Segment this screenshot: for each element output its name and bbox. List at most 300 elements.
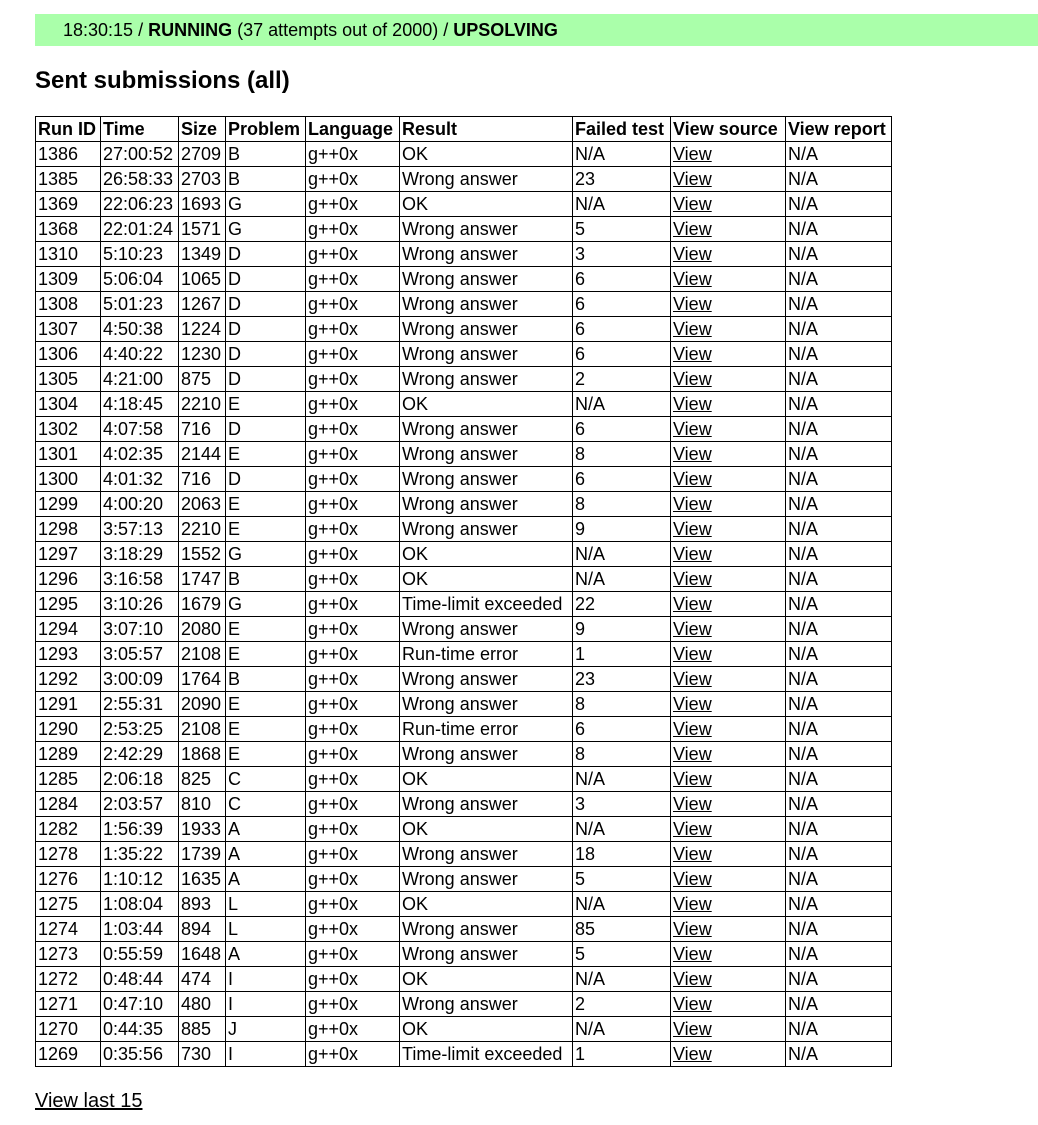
view-source-link[interactable]: View [673,1019,712,1039]
cell-failed-test: N/A [573,542,671,567]
view-source-link[interactable]: View [673,244,712,264]
table-row [36,892,892,917]
cell-language: g++0x [306,367,400,392]
cell-view-source [671,667,786,692]
cell-language: g++0x [306,342,400,367]
cell-problem: G [226,542,306,567]
view-source-link[interactable]: View [673,319,712,339]
cell-run-id: 1386 [36,142,101,167]
cell-time: 2:42:29 [101,742,179,767]
table-row [36,767,892,792]
cell-view-report: N/A [786,817,892,842]
cell-failed-test: 6 [573,417,671,442]
cell-problem: B [226,142,306,167]
view-source-link[interactable]: View [673,769,712,789]
cell-failed-test: 8 [573,442,671,467]
cell-result: Wrong answer [400,517,573,542]
cell-view-report: N/A [786,667,892,692]
cell-result: Wrong answer [400,317,573,342]
cell-view-source [671,717,786,742]
cell-run-id: 1301 [36,442,101,467]
cell-time: 26:58:33 [101,167,179,192]
cell-failed-test: 18 [573,842,671,867]
cell-language: g++0x [306,992,400,1017]
table-row [36,417,892,442]
cell-language: g++0x [306,917,400,942]
view-source-link[interactable]: View [673,394,712,414]
col-time: Time [101,117,179,142]
cell-problem: L [226,917,306,942]
cell-view-report: N/A [786,317,892,342]
cell-view-source [671,342,786,367]
view-source-link[interactable]: View [673,1044,712,1064]
cell-result: Wrong answer [400,467,573,492]
cell-view-report: N/A [786,542,892,567]
col-view-report: View report [786,117,892,142]
cell-view-report: N/A [786,842,892,867]
cell-size: 1065 [179,267,226,292]
table-row [36,267,892,292]
cell-time: 5:10:23 [101,242,179,267]
table-row [36,817,892,842]
cell-result: Wrong answer [400,692,573,717]
cell-problem: D [226,417,306,442]
cell-result: OK [400,142,573,167]
cell-view-report: N/A [786,217,892,242]
cell-language: g++0x [306,267,400,292]
cell-view-report: N/A [786,492,892,517]
cell-view-report: N/A [786,592,892,617]
cell-failed-test: 5 [573,217,671,242]
cell-run-id: 1274 [36,917,101,942]
view-source-link[interactable]: View [673,369,712,389]
cell-problem: G [226,192,306,217]
table-row [36,967,892,992]
cell-size: 1224 [179,317,226,342]
view-source-link[interactable]: View [673,944,712,964]
table-row [36,717,892,742]
cell-view-source [671,442,786,467]
cell-result: Wrong answer [400,217,573,242]
cell-language: g++0x [306,517,400,542]
cell-failed-test: 23 [573,167,671,192]
cell-result: OK [400,192,573,217]
cell-size: 474 [179,967,226,992]
cell-size: 875 [179,367,226,392]
cell-language: g++0x [306,392,400,417]
cell-language: g++0x [306,942,400,967]
contest-mode: UPSOLVING [453,20,558,40]
cell-language: g++0x [306,567,400,592]
cell-problem: J [226,1017,306,1042]
cell-time: 3:00:09 [101,667,179,692]
cell-problem: G [226,217,306,242]
cell-view-report: N/A [786,792,892,817]
table-header-row [36,117,892,142]
cell-result: Wrong answer [400,417,573,442]
cell-failed-test: N/A [573,767,671,792]
cell-failed-test: 23 [573,667,671,692]
table-row [36,142,892,167]
cell-view-report: N/A [786,167,892,192]
cell-run-id: 1309 [36,267,101,292]
view-source-link[interactable]: View [673,444,712,464]
cell-run-id: 1269 [36,1042,101,1067]
view-source-link[interactable]: View [673,919,712,939]
view-source-link[interactable]: View [673,494,712,514]
cell-run-id: 1284 [36,792,101,817]
cell-time: 1:03:44 [101,917,179,942]
cell-language: g++0x [306,317,400,342]
cell-run-id: 1273 [36,942,101,967]
cell-view-source [671,367,786,392]
view-source-link[interactable]: View [673,894,712,914]
cell-language: g++0x [306,742,400,767]
cell-failed-test: 1 [573,642,671,667]
cell-view-source [671,517,786,542]
cell-run-id: 1291 [36,692,101,717]
cell-time: 0:55:59 [101,942,179,967]
cell-result: OK [400,817,573,842]
cell-problem: E [226,742,306,767]
col-language: Language [306,117,400,142]
cell-language: g++0x [306,1017,400,1042]
cell-language: g++0x [306,642,400,667]
cell-failed-test: 5 [573,942,671,967]
view-source-link[interactable]: View [673,819,712,839]
view-source-link[interactable]: View [673,619,712,639]
col-result: Result [400,117,573,142]
view-source-link[interactable]: View [673,419,712,439]
cell-failed-test: 9 [573,517,671,542]
cell-result: OK [400,542,573,567]
col-size: Size [179,117,226,142]
cell-view-report: N/A [786,1017,892,1042]
cell-failed-test: 9 [573,617,671,642]
cell-result: Wrong answer [400,917,573,942]
attempts-count: (37 attempts out of 2000) [232,20,439,40]
cell-problem: G [226,592,306,617]
cell-result: Wrong answer [400,242,573,267]
cell-problem: D [226,367,306,392]
table-row [36,617,892,642]
view-source-link[interactable]: View [673,744,712,764]
cell-view-source [671,467,786,492]
cell-size: 885 [179,1017,226,1042]
cell-view-report: N/A [786,417,892,442]
cell-problem: D [226,467,306,492]
cell-view-source [671,917,786,942]
cell-run-id: 1304 [36,392,101,417]
cell-time: 1:08:04 [101,892,179,917]
view-source-link[interactable]: View [673,194,712,214]
cell-result: Wrong answer [400,292,573,317]
cell-result: OK [400,767,573,792]
cell-language: g++0x [306,242,400,267]
table-row [36,642,892,667]
cell-failed-test: N/A [573,967,671,992]
table-row [36,467,892,492]
view-source-link[interactable]: View [673,694,712,714]
cell-view-report: N/A [786,367,892,392]
view-source-link[interactable]: View [673,994,712,1014]
table-row [36,792,892,817]
table-row [36,592,892,617]
view-source-link[interactable]: View [673,719,712,739]
cell-view-source [671,817,786,842]
cell-view-source [671,317,786,342]
cell-time: 3:10:26 [101,592,179,617]
cell-result: Wrong answer [400,617,573,642]
view-source-link[interactable]: View [673,144,712,164]
table-row [36,317,892,342]
cell-view-report: N/A [786,942,892,967]
cell-size: 2210 [179,392,226,417]
cell-problem: E [226,517,306,542]
cell-time: 5:06:04 [101,267,179,292]
cell-view-report: N/A [786,242,892,267]
cell-problem: I [226,992,306,1017]
cell-failed-test: 22 [573,592,671,617]
cell-run-id: 1306 [36,342,101,367]
cell-view-source [671,1042,786,1067]
cell-size: 810 [179,792,226,817]
cell-view-source [671,692,786,717]
cell-size: 2703 [179,167,226,192]
cell-run-id: 1295 [36,592,101,617]
cell-problem: A [226,817,306,842]
cell-size: 2144 [179,442,226,467]
view-source-link[interactable]: View [673,269,712,289]
cell-problem: D [226,267,306,292]
cell-result: Wrong answer [400,367,573,392]
cell-time: 3:18:29 [101,542,179,567]
cell-time: 22:06:23 [101,192,179,217]
cell-time: 0:48:44 [101,967,179,992]
cell-run-id: 1290 [36,717,101,742]
cell-language: g++0x [306,192,400,217]
cell-problem: A [226,942,306,967]
table-row [36,917,892,942]
cell-failed-test: 6 [573,317,671,342]
cell-result: Wrong answer [400,167,573,192]
cell-view-source [671,192,786,217]
cell-size: 894 [179,917,226,942]
cell-size: 1933 [179,817,226,842]
cell-view-report: N/A [786,867,892,892]
view-source-link[interactable]: View [673,469,712,489]
cell-view-source [671,292,786,317]
cell-run-id: 1272 [36,967,101,992]
cell-failed-test: 6 [573,717,671,742]
cell-problem: D [226,317,306,342]
cell-language: g++0x [306,217,400,242]
cell-problem: B [226,667,306,692]
cell-view-report: N/A [786,642,892,667]
cell-view-source [671,867,786,892]
cell-failed-test: 3 [573,792,671,817]
page-title: Sent submissions (all) [35,67,290,94]
cell-language: g++0x [306,617,400,642]
view-source-link[interactable]: View [673,544,712,564]
status-separator: / [438,20,454,40]
cell-run-id: 1300 [36,467,101,492]
server-time: 18:30:15 [63,20,134,40]
cell-view-source [671,892,786,917]
view-source-link[interactable]: View [673,519,712,539]
col-problem: Problem [226,117,306,142]
cell-failed-test: 3 [573,242,671,267]
cell-problem: C [226,792,306,817]
cell-run-id: 1275 [36,892,101,917]
cell-time: 22:01:24 [101,217,179,242]
table-row [36,392,892,417]
cell-run-id: 1298 [36,517,101,542]
cell-view-source [671,842,786,867]
cell-problem: A [226,842,306,867]
cell-run-id: 1276 [36,867,101,892]
cell-view-source [671,1017,786,1042]
view-source-link[interactable]: View [673,569,712,589]
cell-view-source [671,217,786,242]
cell-time: 0:47:10 [101,992,179,1017]
cell-size: 2090 [179,692,226,717]
cell-size: 2709 [179,142,226,167]
cell-time: 4:40:22 [101,342,179,367]
cell-failed-test: 6 [573,467,671,492]
cell-result: OK [400,1017,573,1042]
table-row [36,442,892,467]
cell-language: g++0x [306,492,400,517]
table-row [36,942,892,967]
cell-size: 1230 [179,342,226,367]
cell-view-report: N/A [786,442,892,467]
cell-failed-test: N/A [573,567,671,592]
view-source-link[interactable]: View [673,344,712,364]
table-row [36,542,892,567]
cell-problem: C [226,767,306,792]
cell-view-source [671,242,786,267]
cell-language: g++0x [306,767,400,792]
cell-result: OK [400,392,573,417]
cell-run-id: 1293 [36,642,101,667]
cell-result: Time-limit exceeded [400,1042,573,1067]
cell-view-report: N/A [786,567,892,592]
cell-size: 1764 [179,667,226,692]
view-source-link[interactable]: View [673,294,712,314]
cell-run-id: 1385 [36,167,101,192]
view-source-link[interactable]: View [673,594,712,614]
cell-size: 1552 [179,542,226,567]
cell-result: Wrong answer [400,267,573,292]
cell-failed-test: 1 [573,1042,671,1067]
view-last-15-link[interactable]: View last 15 [35,1090,143,1112]
cell-size: 1747 [179,567,226,592]
cell-size: 1868 [179,742,226,767]
status-separator: / [133,20,149,40]
cell-view-source [671,417,786,442]
cell-run-id: 1296 [36,567,101,592]
cell-size: 1739 [179,842,226,867]
cell-time: 4:02:35 [101,442,179,467]
cell-time: 2:53:25 [101,717,179,742]
cell-problem: D [226,342,306,367]
cell-run-id: 1285 [36,767,101,792]
cell-view-report: N/A [786,892,892,917]
cell-problem: E [226,492,306,517]
cell-view-source [671,167,786,192]
col-failed-test: Failed test [573,117,671,142]
cell-run-id: 1307 [36,317,101,342]
cell-language: g++0x [306,442,400,467]
cell-problem: E [226,717,306,742]
cell-result: OK [400,567,573,592]
view-last-15-container [35,1088,142,1114]
cell-run-id: 1297 [36,542,101,567]
cell-failed-test: 6 [573,292,671,317]
cell-language: g++0x [306,167,400,192]
cell-time: 4:07:58 [101,417,179,442]
table-row [36,342,892,367]
cell-failed-test: 6 [573,342,671,367]
cell-result: Wrong answer [400,492,573,517]
cell-run-id: 1292 [36,667,101,692]
cell-view-report: N/A [786,467,892,492]
cell-language: g++0x [306,817,400,842]
contest-status-bar [35,14,1038,46]
cell-problem: B [226,167,306,192]
cell-size: 2108 [179,717,226,742]
cell-size: 2108 [179,642,226,667]
cell-language: g++0x [306,592,400,617]
cell-time: 1:10:12 [101,867,179,892]
cell-run-id: 1282 [36,817,101,842]
cell-run-id: 1299 [36,492,101,517]
view-source-link[interactable]: View [673,869,712,889]
view-source-link[interactable]: View [673,844,712,864]
cell-language: g++0x [306,692,400,717]
view-source-link[interactable]: View [673,669,712,689]
cell-result: Run-time error [400,717,573,742]
cell-failed-test: 8 [573,492,671,517]
view-source-link[interactable]: View [673,169,712,189]
cell-view-report: N/A [786,742,892,767]
view-source-link[interactable]: View [673,219,712,239]
cell-failed-test: N/A [573,392,671,417]
cell-result: OK [400,892,573,917]
cell-size: 1679 [179,592,226,617]
cell-view-report: N/A [786,517,892,542]
contest-state: RUNNING [148,20,233,40]
view-source-link[interactable]: View [673,969,712,989]
cell-view-source [671,142,786,167]
view-source-link[interactable]: View [673,644,712,664]
cell-size: 1571 [179,217,226,242]
cell-view-source [671,617,786,642]
table-row [36,517,892,542]
col-run-id: Run ID [36,117,101,142]
cell-view-report: N/A [786,692,892,717]
view-source-link[interactable]: View [673,794,712,814]
cell-time: 5:01:23 [101,292,179,317]
table-row [36,292,892,317]
cell-view-report: N/A [786,917,892,942]
cell-language: g++0x [306,967,400,992]
cell-view-source [671,742,786,767]
cell-view-source [671,767,786,792]
cell-run-id: 1278 [36,842,101,867]
cell-size: 1648 [179,942,226,967]
